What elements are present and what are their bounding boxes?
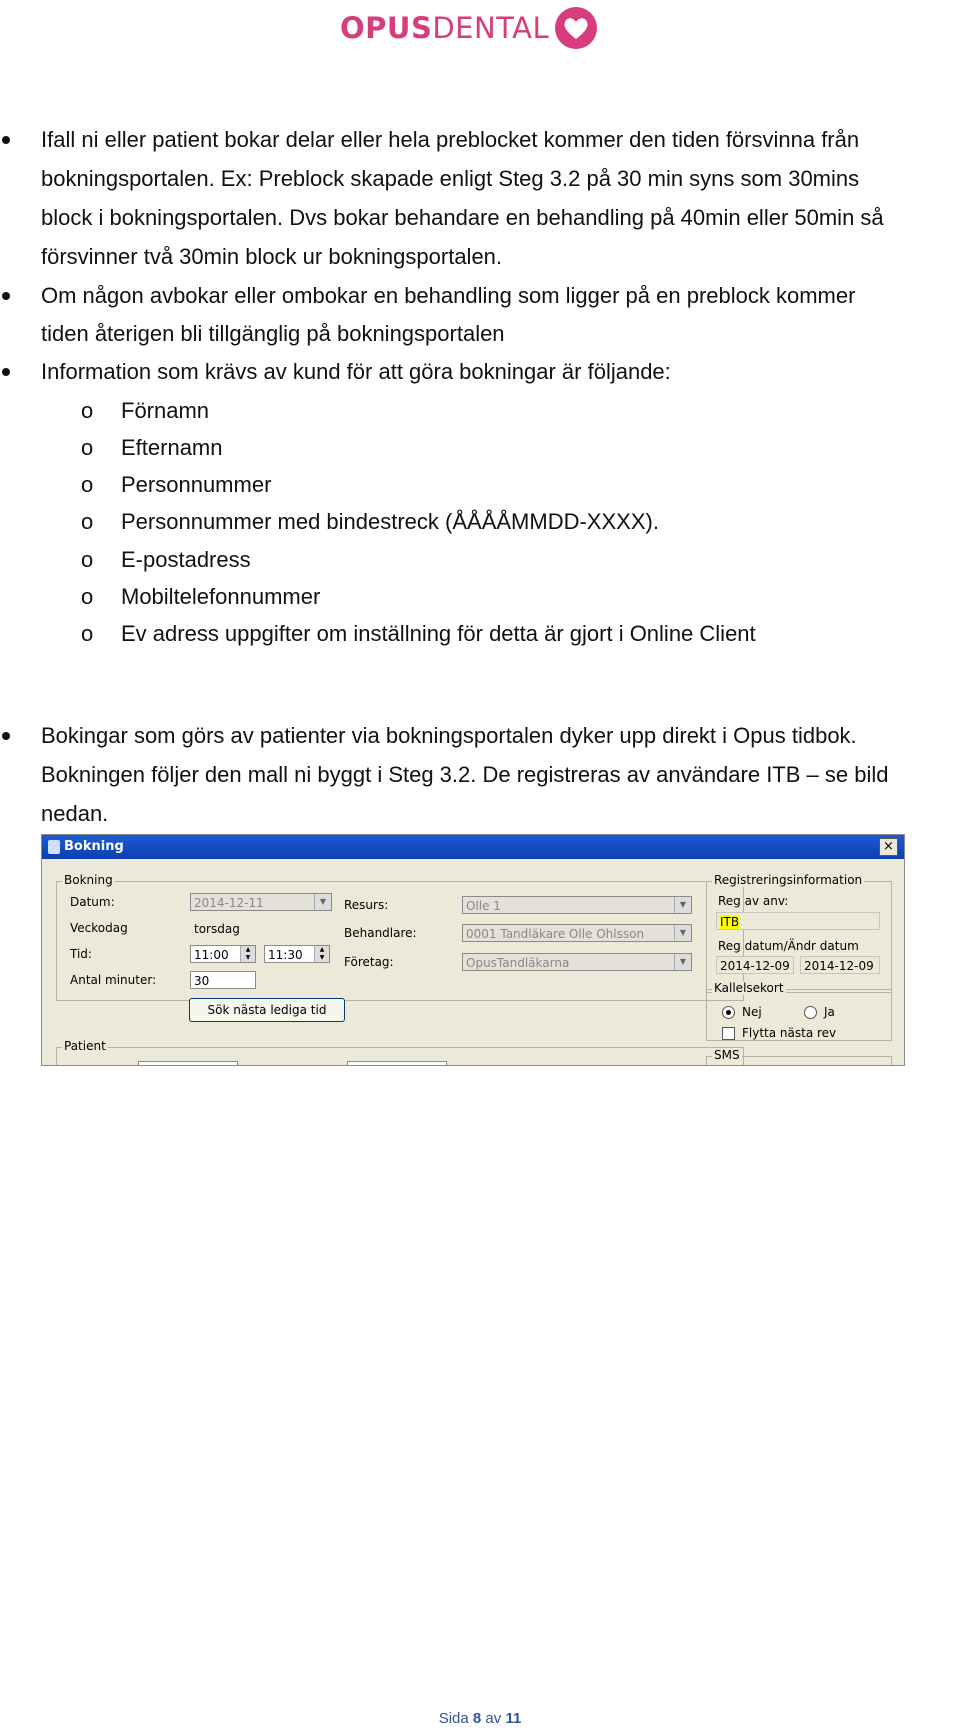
close-button[interactable]: × xyxy=(879,838,898,856)
foretag-select[interactable] xyxy=(462,953,692,971)
antal-minuter-label: Antal minuter: xyxy=(70,973,157,987)
logo-light-text: DENTAL xyxy=(432,11,550,45)
behandlare-value: 0001 Tandläkare Olle Ohlsson xyxy=(466,927,645,941)
footer-total-pages: 11 xyxy=(505,1710,522,1727)
ja-radio[interactable] xyxy=(804,1006,817,1019)
ja-label: Ja xyxy=(824,1005,835,1019)
datum-value: 2014-12-11 xyxy=(194,896,264,910)
spinner-icon[interactable]: ▲ ▼ xyxy=(314,946,329,962)
dialog-title: Bokning xyxy=(64,839,124,854)
sub-bullet-marker: o xyxy=(81,398,94,423)
patient-field[interactable] xyxy=(347,1061,447,1066)
sub-bullet-marker: o xyxy=(81,435,94,460)
registrering-group-label: Registreringsinformation xyxy=(714,873,863,887)
text-line: block i bokningsportalen. Dvs bokar behandare en behandling på 40min eller 50min så xyxy=(41,205,884,230)
bokning-group-label: Bokning xyxy=(64,873,113,887)
foretag-value: OpusTandläkarna xyxy=(466,956,570,970)
page-footer xyxy=(0,1710,960,1727)
behandlare-label: Behandlare: xyxy=(344,926,417,940)
sub-bullet-marker: o xyxy=(81,472,94,497)
text-line: bokningsportalen. Ex: Preblock skapade enligt Steg 3.2 på 30 min syns som 30mins xyxy=(41,166,860,191)
sub-bullet-marker: o xyxy=(81,509,94,534)
heart-logo-icon xyxy=(553,5,599,51)
foretag-label: Företag: xyxy=(344,955,394,969)
sub-item-text: Efternamn xyxy=(121,435,223,460)
text-line: tiden återigen bli tillgänglig på bokningsportalen xyxy=(41,321,505,346)
text-line: Ifall ni eller patient bokar delar eller hela preblocket kommer den tiden försvinna från xyxy=(41,127,860,152)
andr-datum-field: 2014-12-09 xyxy=(800,956,880,974)
text-line: Om någon avbokar eller ombokar en behandling som ligger på en preblock kommer xyxy=(41,283,856,308)
sub-bullet-marker: o xyxy=(81,584,94,609)
flytta-checkbox[interactable] xyxy=(722,1027,735,1040)
tid-to-value: 11:30 xyxy=(268,948,303,962)
tid-to-field[interactable] xyxy=(264,945,330,963)
resurs-select[interactable] xyxy=(462,896,692,914)
search-next-free-time-button[interactable]: Sök nästa lediga tid xyxy=(189,998,345,1022)
reg-datum-label: Reg datum/Ändr datum xyxy=(718,939,859,953)
spinner-icon[interactable]: ▲ ▼ xyxy=(240,946,255,962)
dialog-titlebar xyxy=(42,835,904,859)
veckodag-label: Veckodag xyxy=(70,921,128,935)
sub-item-text: Personnummer xyxy=(121,472,272,497)
kallelsekort-group-label: Kallelsekort xyxy=(714,981,784,995)
reg-av-value: ITB xyxy=(720,915,740,929)
resurs-value: Olle 1 xyxy=(466,899,501,913)
sub-bullet-marker: o xyxy=(81,547,94,572)
bokning-dialog-screenshot xyxy=(41,834,905,1066)
opusdental-logo xyxy=(340,5,599,51)
datum-label: Datum: xyxy=(70,895,115,909)
sub-item-text: Personnummer med bindestreck (ÅÅÅÅMMDD-XXXX). xyxy=(121,509,659,534)
app-icon xyxy=(48,840,60,854)
text-line: Information som krävs av kund för att göra bokningar är följande: xyxy=(41,359,671,384)
nej-label: Nej xyxy=(742,1005,762,1019)
behandlare-select[interactable] xyxy=(462,924,692,942)
antal-minuter-field[interactable]: 30 xyxy=(190,971,256,989)
bullet-dot xyxy=(2,292,10,300)
reg-av-label: Reg av anv: xyxy=(718,894,789,908)
footer-page-number: 8 xyxy=(472,1710,482,1727)
chevron-down-icon: ▼ xyxy=(674,897,691,913)
flytta-label: Flytta nästa rev xyxy=(742,1026,837,1040)
chevron-down-icon: ▼ xyxy=(674,954,691,970)
patient-field[interactable] xyxy=(138,1061,238,1066)
sub-item-text: E-postadress xyxy=(121,547,251,572)
logo-bold-text: OPUS xyxy=(340,11,433,45)
bullet-dot xyxy=(2,732,10,740)
text-line: försvinner två 30min block ur bokningsportalen. xyxy=(41,244,503,269)
tid-label: Tid: xyxy=(70,947,92,961)
tid-from-value: 11:00 xyxy=(194,948,229,962)
sub-item-text: Förnamn xyxy=(121,398,210,423)
sub-bullet-marker: o xyxy=(81,621,94,646)
footer-middle: av xyxy=(481,1710,506,1727)
bullet-dot xyxy=(2,136,10,144)
chevron-down-icon: ▼ xyxy=(674,925,691,941)
text-line: Bokingar som görs av patienter via bokningsportalen dyker upp direkt i Opus tidbok. xyxy=(41,723,857,748)
bullet-dot xyxy=(2,368,10,376)
nej-radio[interactable] xyxy=(722,1006,735,1019)
reg-datum-field: 2014-12-09 xyxy=(716,956,794,974)
resurs-label: Resurs: xyxy=(344,898,389,912)
veckodag-field: torsdag xyxy=(190,919,290,937)
chevron-down-icon: ▼ xyxy=(314,894,331,910)
patient-group-label: Patient xyxy=(64,1039,106,1053)
sub-item-text: Ev adress uppgifter om inställning för detta är gjort i Online Client xyxy=(121,621,756,646)
text-line: nedan. xyxy=(41,801,109,826)
sub-item-text: Mobiltelefonnummer xyxy=(121,584,321,609)
text-line: Bokningen följer den mall ni byggt i Steg 3.2. De registreras av användare ITB – se bild xyxy=(41,762,889,787)
datum-field[interactable] xyxy=(190,893,332,911)
sms-group-label: SMS xyxy=(714,1048,740,1062)
footer-prefix: Sida xyxy=(438,1710,473,1727)
tid-from-field[interactable] xyxy=(190,945,256,963)
logo-text xyxy=(340,11,549,45)
reg-av-field xyxy=(716,912,880,930)
